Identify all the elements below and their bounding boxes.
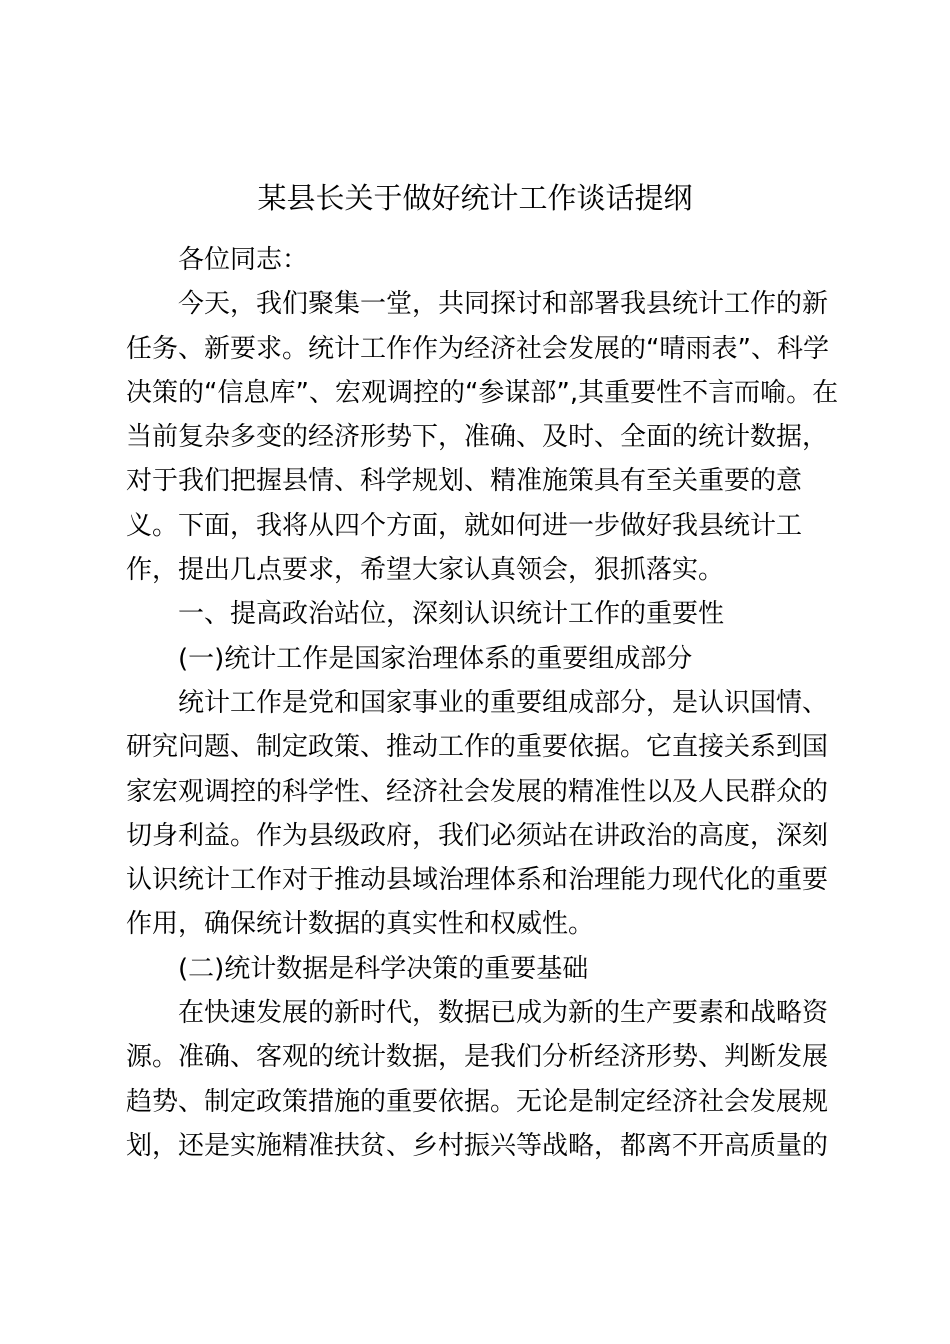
paragraph-line: 切身利益。作为县级政府，我们必须站在讲政治的高度，深刻 (126, 820, 829, 851)
paragraph-line: 作，提出几点要求，希望大家认真领会，狠抓落实。 (126, 555, 725, 586)
paragraph-line: 作用，确保统计数据的真实性和权威性。 (126, 909, 595, 940)
paragraph-line: 在快速发展的新时代，数据已成为新的生产要素和战略资 (178, 998, 829, 1029)
paragraph-line: 趋势、制定政策措施的重要依据。无论是制定经济社会发展规 (126, 1086, 829, 1117)
subsection-heading: (一)统计工作是国家治理体系的重要组成部分 (178, 643, 693, 674)
paragraph-line: 家宏观调控的科学性、经济社会发展的精准性以及人民群众的 (126, 776, 829, 807)
paragraph-line: 研究问题、制定政策、推动工作的重要依据。它直接关系到国 (126, 732, 829, 763)
paragraph-line: 义。下面，我将从四个方面，就如何进一步做好我县统计工 (126, 510, 803, 541)
salutation: 各位同志： (178, 245, 309, 275)
paragraph-line: 对于我们把握县情、科学规划、精准施策具有至关重要的意 (126, 466, 803, 497)
document-title: 某县长关于做好统计工作谈话提纲 (257, 181, 693, 215)
paragraph-line: 当前复杂多变的经济形势下，准确、及时、全面的统计数据， (126, 422, 829, 453)
paragraph-line: 今天，我们聚集一堂，共同探讨和部署我县统计工作的新 (178, 289, 829, 320)
paragraph-line: 源。准确、客观的统计数据，是我们分析经济形势、判断发展 (126, 1042, 829, 1073)
section-heading: 一、提高政治站位，深刻认识统计工作的重要性 (178, 599, 725, 630)
paragraph-line: 决策的“信息库”、宏观调控的“参谋部”,其重要性不言而喻。在 (126, 377, 839, 408)
document-body (126, 238, 838, 1168)
subsection-heading: (二)统计数据是科学决策的重要基础 (178, 953, 589, 984)
paragraph-line: 认识统计工作对于推动县域治理体系和治理能力现代化的重要 (126, 865, 829, 896)
paragraph-line: 划，还是实施精准扶贫、乡村振兴等战略，都离不开高质量的 (126, 1130, 829, 1161)
paragraph-line: 任务、新要求。统计工作作为经济社会发展的“晴雨表”、科学 (126, 333, 829, 364)
paragraph-line: 统计工作是党和国家事业的重要组成部分，是认识国情、 (178, 687, 829, 718)
